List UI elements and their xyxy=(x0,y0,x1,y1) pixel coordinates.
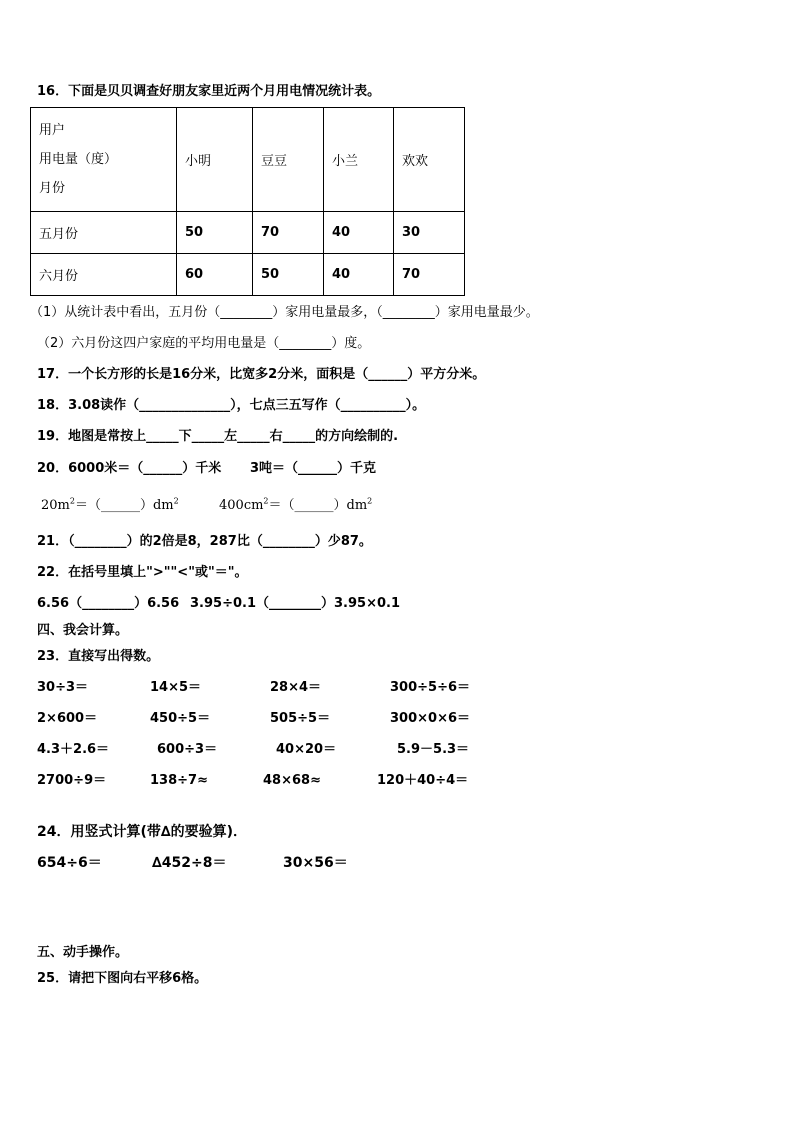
q20-d-mid: ＝（______）dm xyxy=(268,498,368,513)
calc-item: 505÷5＝ xyxy=(270,711,331,726)
q16-title: 16．下面是贝贝调查好朋友家里近两个月用电情况统计表。 xyxy=(37,84,381,99)
calc-item: 450÷5＝ xyxy=(150,711,211,726)
table-row xyxy=(31,254,465,296)
q20-d xyxy=(219,498,372,514)
electricity-table xyxy=(30,107,465,296)
calc-item: 48×68≈ xyxy=(263,773,321,788)
calc-item: 600÷3＝ xyxy=(157,742,218,757)
table-cell: 50 xyxy=(177,212,253,254)
row-label: 五月份 xyxy=(31,212,177,254)
calc-item: 2700÷9＝ xyxy=(37,773,107,788)
calc-item: 300×0×6＝ xyxy=(390,711,471,726)
column-header: 豆豆 xyxy=(253,108,324,212)
q19: 19．地图是常按上_____下_____左_____右_____的方向绘制的. xyxy=(37,429,399,444)
calc-item: 2×600＝ xyxy=(37,711,98,726)
vertical-calc-item: ∆452÷8＝ xyxy=(152,855,227,871)
section-4-heading: 四、我会计算。 xyxy=(37,623,129,638)
q16-sub1: （1）从统计表中看出，五月份（________）家用电量最多，（________）家用电量最少。 xyxy=(30,305,539,320)
q21: 21．（________）的2倍是8，287比（________）少87。 xyxy=(37,534,372,549)
column-header: 欢欢 xyxy=(394,108,465,212)
q20-c xyxy=(41,498,179,514)
table-cell: 30 xyxy=(394,212,465,254)
table-cell: 60 xyxy=(177,254,253,296)
q24-title: 24．用竖式计算(带∆的要验算)． xyxy=(37,824,248,840)
column-header: 小兰 xyxy=(324,108,394,212)
header-line-usage: 用电量（度） xyxy=(39,152,118,167)
q16-sub2: （2）六月份这四户家庭的平均用电量是（________）度。 xyxy=(37,336,371,351)
q23-title: 23．直接写出得数。 xyxy=(37,649,160,664)
q20-d-exp2: 2 xyxy=(367,496,373,506)
table-cell: 50 xyxy=(253,254,324,296)
q20-c-exp2: 2 xyxy=(173,496,179,506)
table-cell: 40 xyxy=(324,212,394,254)
q22-title: 22．在括号里填上">""<"或"＝"。 xyxy=(37,565,248,580)
calc-item: 40×20＝ xyxy=(276,742,337,757)
calc-item: 4.3＋2.6＝ xyxy=(37,742,110,757)
table-cell: 70 xyxy=(253,212,324,254)
calc-item: 30÷3＝ xyxy=(37,680,89,695)
calc-item: 28×4＝ xyxy=(270,680,322,695)
vertical-calc-item: 30×56＝ xyxy=(283,855,348,871)
q20-b: 3吨＝（______）千克 xyxy=(250,461,377,476)
calc-item: 300÷5÷6＝ xyxy=(390,680,471,695)
q20-a: 20．6000米＝（______）千米 xyxy=(37,461,222,476)
q20-c-exp: 2 xyxy=(69,496,75,506)
q25: 25．请把下图向右平移6格。 xyxy=(37,971,208,986)
table-header-cell xyxy=(31,108,177,212)
q20-d-exp: 2 xyxy=(263,496,269,506)
table-row xyxy=(31,212,465,254)
vertical-calc-item: 654÷6＝ xyxy=(37,855,102,871)
column-header: 小明 xyxy=(177,108,253,212)
q17: 17．一个长方形的长是16分米，比宽多2分米，面积是（______）平方分米。 xyxy=(37,367,486,382)
section-5-heading: 五、动手操作。 xyxy=(37,945,129,960)
table-cell: 70 xyxy=(394,254,465,296)
header-line-month: 月份 xyxy=(39,181,66,196)
q22-b: 3.95÷0.1（________）3.95×0.1 xyxy=(190,596,400,611)
q18: 18．3.08读作（______________），七点三五写作（__________）。 xyxy=(37,398,426,413)
calc-item: 14×5＝ xyxy=(150,680,202,695)
calc-item: 120＋40÷4＝ xyxy=(377,773,469,788)
calc-item: 138÷7≈ xyxy=(150,773,208,788)
q20-d-pre: 400cm xyxy=(219,498,264,513)
row-label: 六月份 xyxy=(31,254,177,296)
q22-a: 6.56（________）6.56 xyxy=(37,596,180,611)
q20-c-pre: 20m xyxy=(41,498,70,513)
q20-c-mid: ＝（______）dm xyxy=(74,498,174,513)
table-cell: 40 xyxy=(324,254,394,296)
calc-item: 5.9－5.3＝ xyxy=(397,742,470,757)
header-line-user: 用户 xyxy=(39,123,66,138)
